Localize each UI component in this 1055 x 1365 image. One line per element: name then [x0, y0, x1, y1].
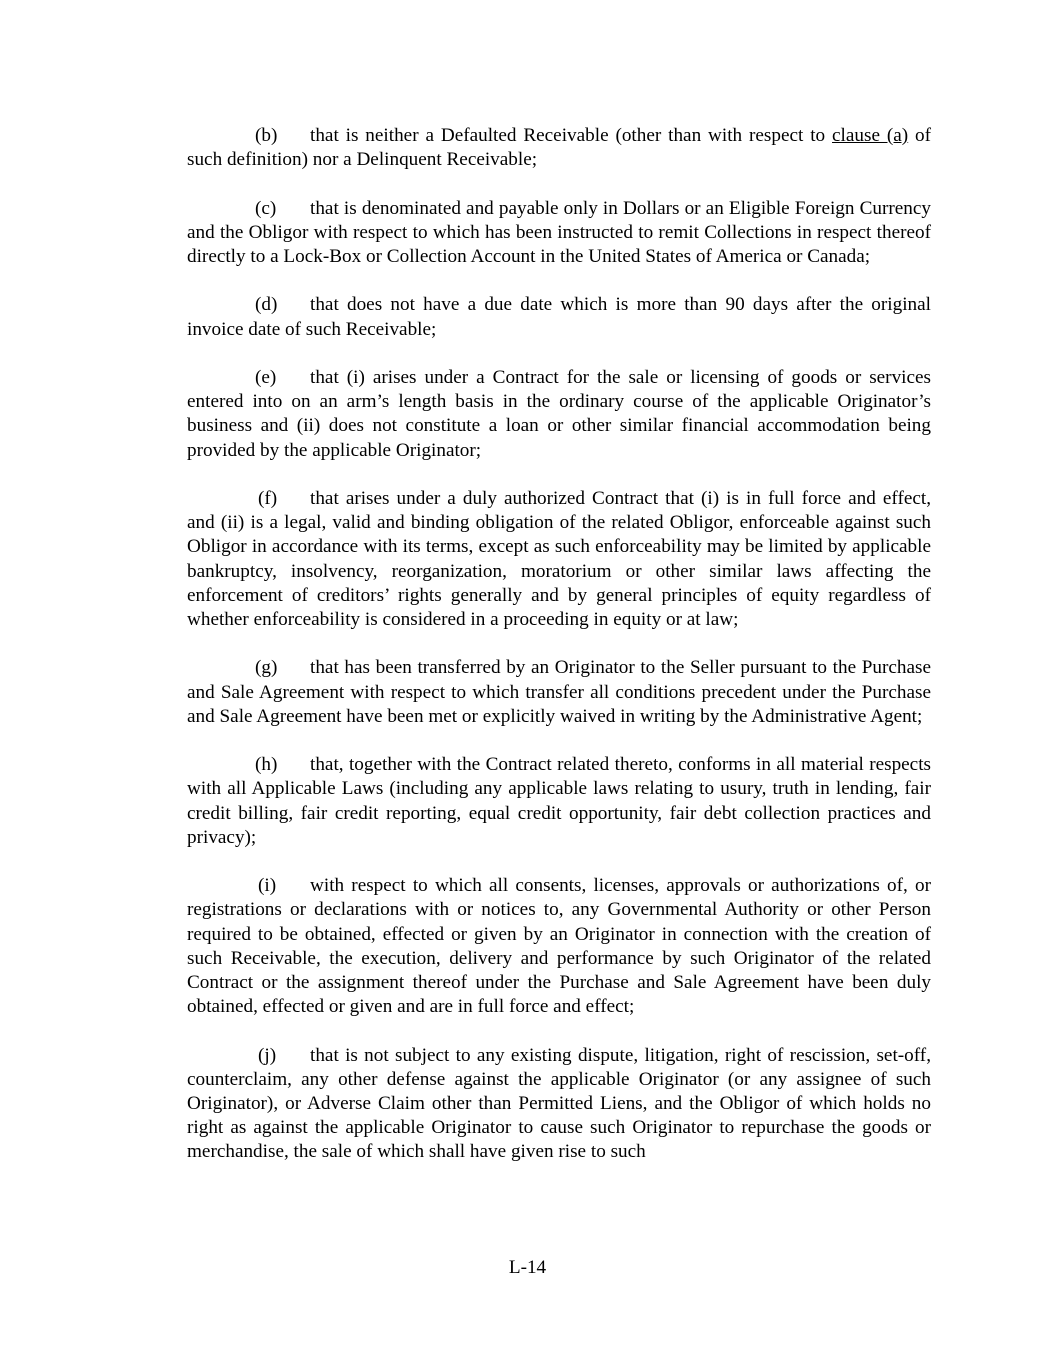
clause-text: that is denominated and payable only in Dollars or an Eligible Foreign Currency and the Obligor with respect to which has been instructed to remit Collections in respect thereof directly to a Lock-Box or Collection Account in the United States of America or Canada; — [187, 197, 931, 267]
clause-text: that does not have a due date which is more than 90 days after the original invoice date of such Receivable; — [187, 294, 931, 340]
clause-text: of such definition) nor a Delinquent Receivable; — [187, 125, 931, 171]
clause-label: (c) — [255, 197, 277, 219]
clause-f — [187, 487, 931, 632]
page-number: L-14 — [508, 1257, 547, 1278]
clause-label: (h) — [255, 754, 278, 776]
clause-text: that is neither a Defaulted Receivable (other than with respect to — [310, 125, 833, 146]
clause-label: (f) — [258, 487, 278, 509]
clause-d — [187, 293, 931, 341]
clause-b — [187, 124, 931, 172]
clause-label: (g) — [255, 657, 278, 679]
clause-text: that has been transferred by an Originator to the Seller pursuant to the Purchase and Sale Agreement with respect to which transfer all conditions precedent under the Purchase and Sale Agreement have been met or explicitly waived in writing by the Administrative Agent; — [187, 657, 931, 727]
clause-i — [187, 874, 931, 1019]
clause-reference: clause (a) — [832, 125, 909, 146]
clause-label: (d) — [255, 294, 278, 316]
clause-text: with respect to which all consents, licenses, approvals or authorizations of, or registrations or declarations with or notices to, any Governmental Authority or other Person required to be obtained, effected or given by an Originator in connection with the creation of such Receivable, the execution, delivery and performance by such Originator of the related Contract or the assignment thereof under the Purchase and Sale Agreement have been duly obtained, effected or given and are in full force and effect; — [187, 875, 931, 1018]
clause-e — [187, 366, 931, 463]
document-body — [187, 124, 931, 1189]
clause-label: (i) — [258, 875, 277, 897]
clause-label: (b) — [255, 125, 278, 146]
clause-h — [187, 753, 931, 850]
clause-g — [187, 656, 931, 729]
clause-text: that, together with the Contract related thereto, conforms in all material respects with all Applicable Laws (including any applicable laws relating to usury, truth in lending, fair credit billing, fair credit reporting, equal credit opportunity, fair debt collection practices and privacy); — [187, 754, 931, 848]
clause-j — [187, 1044, 931, 1165]
clause-text: that is not subject to any existing dispute, litigation, right of rescission, set-off, counterclaim, any other defense against the applicable Originator (or any assignee of such Originator), or Adverse Claim other than Permitted Liens, and the Obligor of which holds no right as against the applicable Originator to cause such Originator to repurchase the goods or merchandise, the sale of which shall have given rise to such — [187, 1044, 931, 1163]
clause-c — [187, 197, 931, 270]
clause-label: (j) — [258, 1044, 277, 1066]
clause-text: that (i) arises under a Contract for the sale or licensing of goods or services entered into on an arm’s length basis in the ordinary course of the applicable Originator’s business and (ii) does not constitute a loan or other similar financial accommodation being provided by the applicable Originator; — [187, 366, 931, 461]
clause-label: (e) — [255, 366, 277, 388]
clause-text: that arises under a duly authorized Contract that (i) is in full force and effect, and (ii) is a legal, valid and binding obligation of the related Obligor, enforceable against such Obligor in accordance with its terms, except as such enforceability may be limited by applicable bankruptcy, insolvency, reorganization, moratorium or other similar laws affecting the enforcement of creditors’ rights generally and by general principles of equity regardless of whether enforceability is considered in a proceeding in equity or at law; — [187, 487, 931, 630]
